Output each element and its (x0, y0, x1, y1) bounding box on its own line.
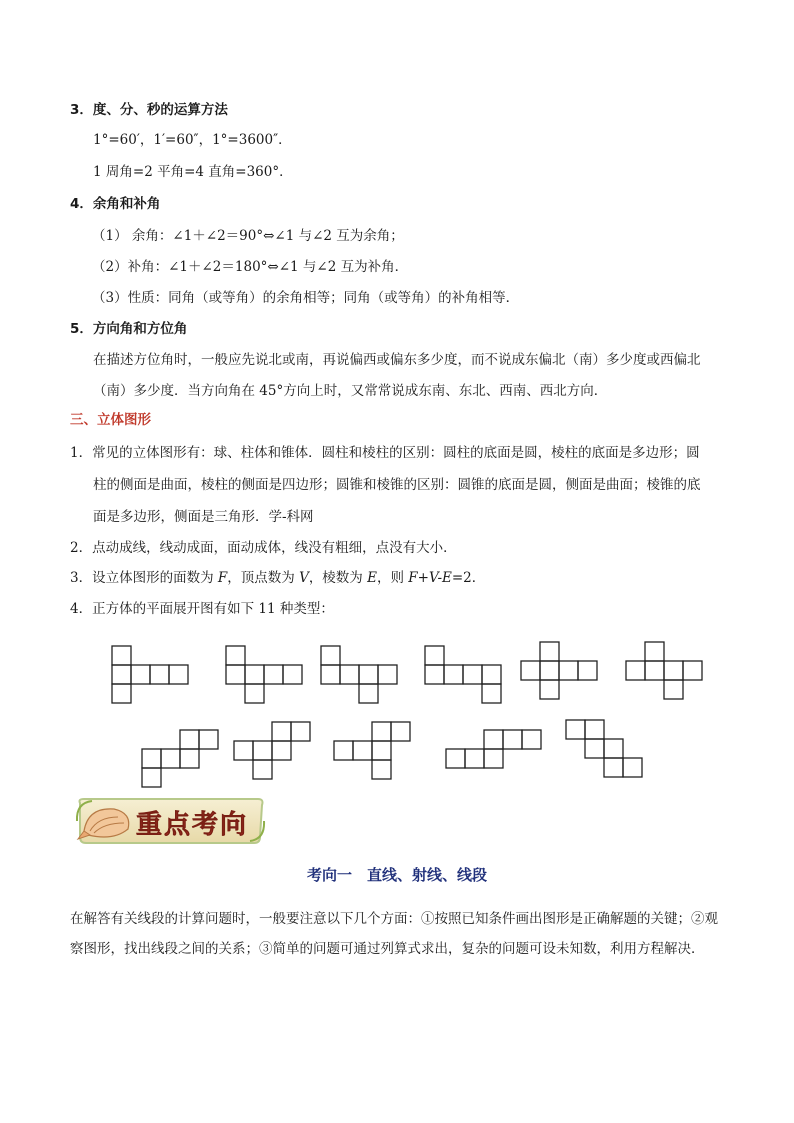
section-5-line-1: 在描述方位角时，一般应先说北或南，再说偏西或偏东多少度，而不说成东偏北（南）多少度或西偏北 (93, 352, 701, 368)
cube-nets-figure (100, 636, 740, 796)
cube-net-10 (446, 730, 541, 768)
cube-net-3 (321, 646, 397, 703)
section-3-line-1: 1°=60′，1′=60″，1°=3600″． (93, 132, 292, 148)
cube-net-9 (334, 722, 410, 779)
section-3-heading: 3．度、分、秒的运算方法 (70, 102, 228, 118)
item-3-text-a: 3．设立体图形的面数为 (70, 570, 218, 586)
cube-net-1 (112, 646, 188, 703)
cube-net-7 (140, 730, 218, 787)
cube-net-6 (626, 642, 702, 699)
section-3-line-2: 1 周角=2 平角=4 直角=360°． (93, 164, 293, 180)
section-5-heading: 5．方向角和方位角 (70, 321, 188, 337)
item-3-text-c: ，棱数为 (308, 570, 368, 586)
cube-net-8 (234, 722, 310, 779)
section-5-line-2: （南）多少度．当方向角在 45°方向上时，又常常说成东南、东北、西南、西北方向． (93, 383, 608, 399)
key-points-banner (74, 795, 266, 847)
item-3-text-d: ，则 (376, 570, 409, 586)
intro-paragraph: 在解答有关线段的计算问题时，一般要注意以下几个方面：①按照已知条件画出图形是正确解题的关键；②观察图形，找出线段之间的关系；③简单的问题可通过列算式求出，复杂的问题可设未知数，利用方程解决． (70, 911, 718, 957)
cube-net-2 (226, 646, 302, 703)
cube-net-5 (521, 642, 597, 699)
var-f: F (217, 570, 228, 586)
section-4-line-3: （3）性质：同角（或等角）的余角相等；同角（或等角）的补角相等． (92, 290, 520, 306)
section-three-heading: 三、立体图形 (70, 412, 151, 428)
cube-net-11 (566, 720, 642, 777)
item-1-line-2: 柱的侧面是曲面，棱柱的侧面是四边形；圆锥和棱锥的区别：圆锥的底面是圆，侧面是曲面；棱锥的底 (93, 477, 701, 493)
euler-formula: F+V-E (408, 570, 452, 586)
var-v: V (299, 570, 309, 586)
section-4-heading: 4．余角和补角 (70, 196, 161, 212)
item-4: 4．正方体的平面展开图有如下 11 种类型： (70, 601, 334, 617)
var-e: E (367, 570, 377, 586)
item-1-line-1: 1．常见的立体图形有：球、柱体和锥体．圆柱和棱柱的区别：圆柱的底面是圆，棱柱的底面是多边形；圆 (70, 445, 700, 461)
item-3-text-e: =2． (451, 570, 486, 586)
item-3 (70, 568, 485, 588)
section-4-line-2: （2）补角：∠1＋∠2＝180°⇔∠1 与∠2 互为补角． (92, 259, 409, 275)
subsection-title: 考向一 直线、射线、线段 (306, 866, 487, 884)
banner-title: 重点考向 (136, 810, 249, 840)
section-4-line-1: （1） 余角：∠1＋∠2＝90°⇔∠1 与∠2 互为余角； (92, 228, 404, 244)
item-1-line-3: 面是多边形，侧面是三角形．学-科网 (93, 509, 314, 525)
item-3-text-b: ，顶点数为 (227, 570, 300, 586)
cube-net-4 (425, 646, 501, 703)
item-2: 2．点动成线，线动成面，面动成体，线没有粗细，点没有大小． (70, 540, 457, 556)
